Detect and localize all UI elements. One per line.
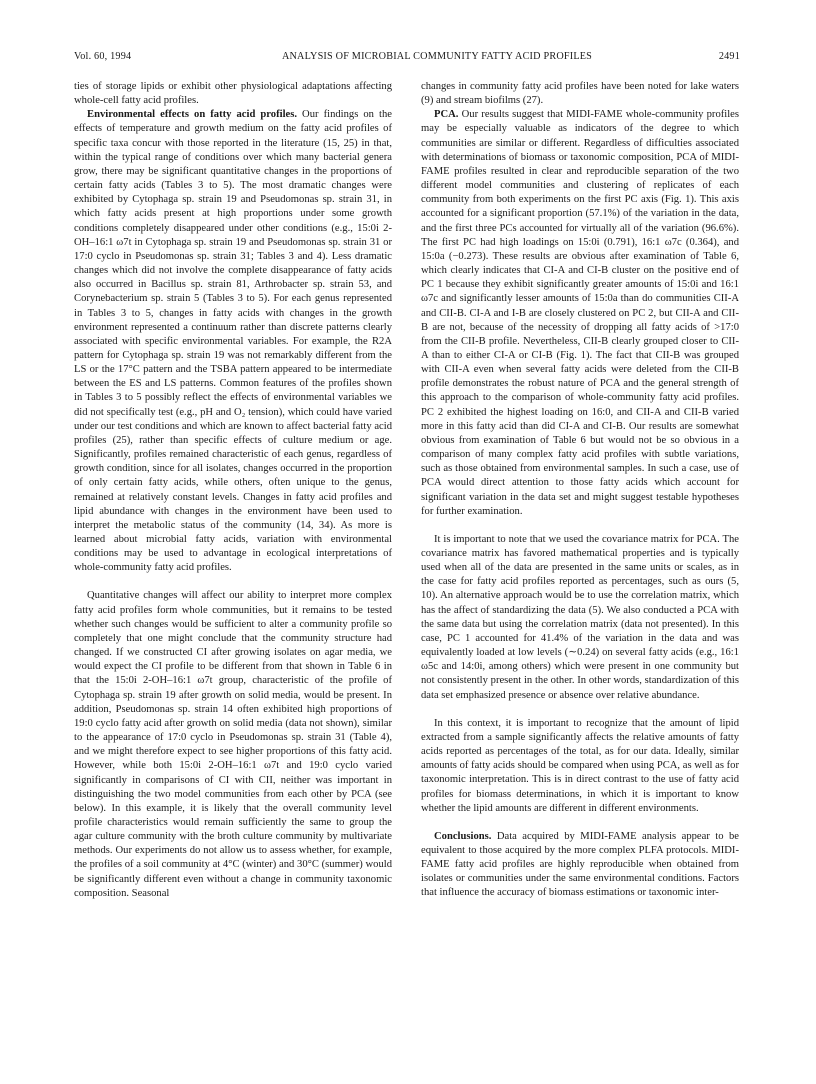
left-column <box>74 80 392 901</box>
paragraph-continuation: ties of storage lipids or exhibit other physiological adaptations affecting whole-cell fatty acid profiles. <box>74 81 392 107</box>
section-heading-environmental-effects: Environmental effects on fatty acid profiles. <box>87 109 297 121</box>
paragraph-lipid-amount: In this context, it is important to recognize that the amount of lipid extracted from a sample significantly affects the relative amounts of fatty acids reported as percentages of the total, as for our data. Ideally, similar amounts of fatty acids should be compared when using PCA, as well as for taxonomic interpretation. This is in direct contrast to the use of fatty acid profiles for biomass determinations, in which it is important to know whether the lipid amounts are different in different environments. <box>421 717 739 814</box>
paragraph-continuation: changes in community fatty acid profiles have been noted for lake waters (9) and stream biofilms (27). <box>421 81 739 107</box>
paragraph-text: Data acquired by MIDI-FAME analysis appear to be equivalent to those acquired by the more complex PLFA protocols. MIDI-FAME fatty acid profiles are highly reproducible when obtained from isolates or communities under the same environmental conditions. Factors that influence the accuracy of biomass estimations or taxonomic inter- <box>421 830 739 899</box>
page-header <box>74 50 740 64</box>
paragraph-pca <box>421 108 739 519</box>
paragraph-text: Our findings on the effects of temperature and growth medium on the fatty acid profiles of specific taxa concur with those reported in the literature (15, 25) in that, within the typical range of conditions over which many bacterial genera grow, there may be significant quantitative changes in the proportions of certain fatty acids (Tables 3 to 5). The most dramatic changes were exhibited by Cytophaga sp. strain 19 and Pseudomonas sp. strain 31, in which fatty acids present at high proportions under some growth conditions completely disappeared under other conditions (e.g., 15:0i 2-OH–16:1 ω7t in Cytophaga sp. strain 19 and Pseudomonas sp. strain 31 or 17:0 cyclo in Pseudomonas sp. strain 31; Tables 3 and 4). Less dramatic changes which did not involve the complete disappearance of fatty acids also occurred in Bacillus sp. strain 81, Arthrobacter sp. strain 53, and Corynebacterium sp. strain 5 (Tables 3 to 5). For each genus represented in Tables 3 to 5, changes in fatty acids with changes in the growth environment represented a continuum rather than discrete patterns clearly associated with specific environmental variables. For example, the R2A pattern for Cytophaga sp. strain 19 was not remarkably different from the LS or the 17°C pattern and the TSBA pattern appeared to be intermediate between the ES and LS patterns. Common features of the profiles shown in Tables 3 to 5 possibly reflect the effects of environmental variables we did not specifically test (e.g., pH and O₂ tension), which could have varied under our test conditions and which are known to affect bacterial fatty acid profiles (25), rather than specific effects of culture medium or age. Significantly, profiles remained characteristic of each genus, regardless of growth condition, since for all isolates, changes occurred in the proportion of only certain fatty acids, while others, often unique to the genus, remained at relatively constant levels. Changes in fatty acid profiles and lipid abundance with changes in the environment have been used to interpret the metabolic status of the community (14, 34). As more is learned about microbial fatty acids, variation with environmental conditions may be used to advantage in ecological interpretations of whole-community fatty acid profiles. <box>74 109 392 574</box>
paragraph-conclusions <box>421 830 739 901</box>
section-heading-pca: PCA. <box>434 109 459 121</box>
paragraph-covariance-matrix: It is important to note that we used the covariance matrix for PCA. The covariance matrix has favored mathematical properties and is typically used when all of the data are presented in the same units or scales, as in the case for fatty acid profiles reported as percentages, such as ours (5, 10). An alternative approach would be to use the correlation matrix, which has the affect of standardizing the data (5). We also conducted a PCA with the same data but using the correlation matrix (data not presented). In this case, PC 1 accounted for 41.4% of the variation in the data and was equivalently loaded at low levels (∼0.24) on several fatty acids (e.g., 16:1 ω5c and 14:0i, among others) which were present in one community but not consistently present in the other. In other words, standardization of this data set emphasized presence or absence over relative abundance. <box>421 533 739 701</box>
page-number: 2491 <box>718 51 740 62</box>
section-heading-conclusions: Conclusions. <box>434 830 492 842</box>
paragraph-quantitative-changes: Quantitative changes will affect our ability to interpret more complex fatty acid profiles form whole communities, but it remains to be tested whether such changes would be sufficient to alter a community profile so completely that one might conclude that the community structure had changed. If we constructed CI after growing isolates on agar media, we would expect the CI profile to be different from that shown in Table 6 in that the 15:0i 2-OH–16:1 ω7t group, characteristic of the profile of Cytophaga sp. strain 19 after growth on solid media, would be present. In addition, Pseudomonas sp. strain 14 often exhibited high proportions of 19:0 cyclo fatty acid after growth on solid media (data not shown), similar to the appearance of 17:0 cyclo in Pseudomonas sp. strain 31 (Table 4), and we might therefore expect to see higher proportions of this fatty acid. However, while both 15:0i 2-OH–16:1 ω7t and 19:0 cyclo varied significantly in comparisons of CI with CII, neither was important in distinguishing the two model communities from each other by PCA (see below). In this example, it is likely that the overall community level profile characteristics would remain sufficiently the same to group the agar culture community with the broth culture community by multivariate methods. Our experiments do not allow us to assess whether, for example, the profiles of a soil community at 4°C (winter) and 30°C (summer) would be significantly different even without a change in community taxonomic composition. Seasonal <box>74 590 392 899</box>
paragraph-environmental-effects <box>74 108 392 575</box>
running-title: ANALYSIS OF MICROBIAL COMMUNITY FATTY ACID PROFILES <box>281 51 593 62</box>
journal-volume: Vol. 60, 1994 <box>74 51 132 62</box>
right-column <box>421 80 739 901</box>
paragraph-text: Our results suggest that MIDI-FAME whole-community profiles may be especially valuable as indicators of the degree to which communities are similar or different. Regardless of difficulties associated with determinations of biomass or taxonomic composition, PCA of MIDI-FAME profiles resulted in clear and reproducible separation of the two different model communities and clustering of replicates of each community from both experiments on the first PC axis (Fig. 1). This axis accounted for a significant proportion (57.1%) of the variation in the data, and the first three PCs accounted for virtually all of the variation (96.6%). The first PC had high loadings on 15:0i (0.791), 16:1 ω7c (0.364), and 15:0a (−0.273). These results are obvious after examination of Table 6, which clearly indicates that CI-A and CI-B cluster on the positive end of PC 1 because they exhibit significantly greater amounts of 15:0i and 16:1 ω7c and significantly lesser amounts of 15:0a than do communities CII-A and CII-B. CI-A and I-B are closely clustered on PC 2, but CII-A and CII-B are not, because of the necessity of dropping all fatty acids of >17:0 from the CII-B profile. Nevertheless, CII-B clearly grouped closer to CII-A than to either CI-A or CI-B (Fig. 1). The fact that CII-B was grouped with CII-A even when several fatty acids were deleted from the CII-B profile demonstrates the robust nature of PCA and the general strength of this approach to the comparison of whole-community fatty acid profiles. PC 2 exhibited the highest loading on 16:0, and CII-A and CII-B varied more in this fatty acid than did CI-A and CI-B. Our results are somewhat obvious from examination of Table 6 but would not be so obvious in a comparison of many complex fatty acid profiles with subtle variations, such as those obtained from environmental samples. In such a case, use of PCA would direct attention to those fatty acids which account for significant variation in the data set and might suggest testable hypotheses for further examination. <box>421 109 739 517</box>
